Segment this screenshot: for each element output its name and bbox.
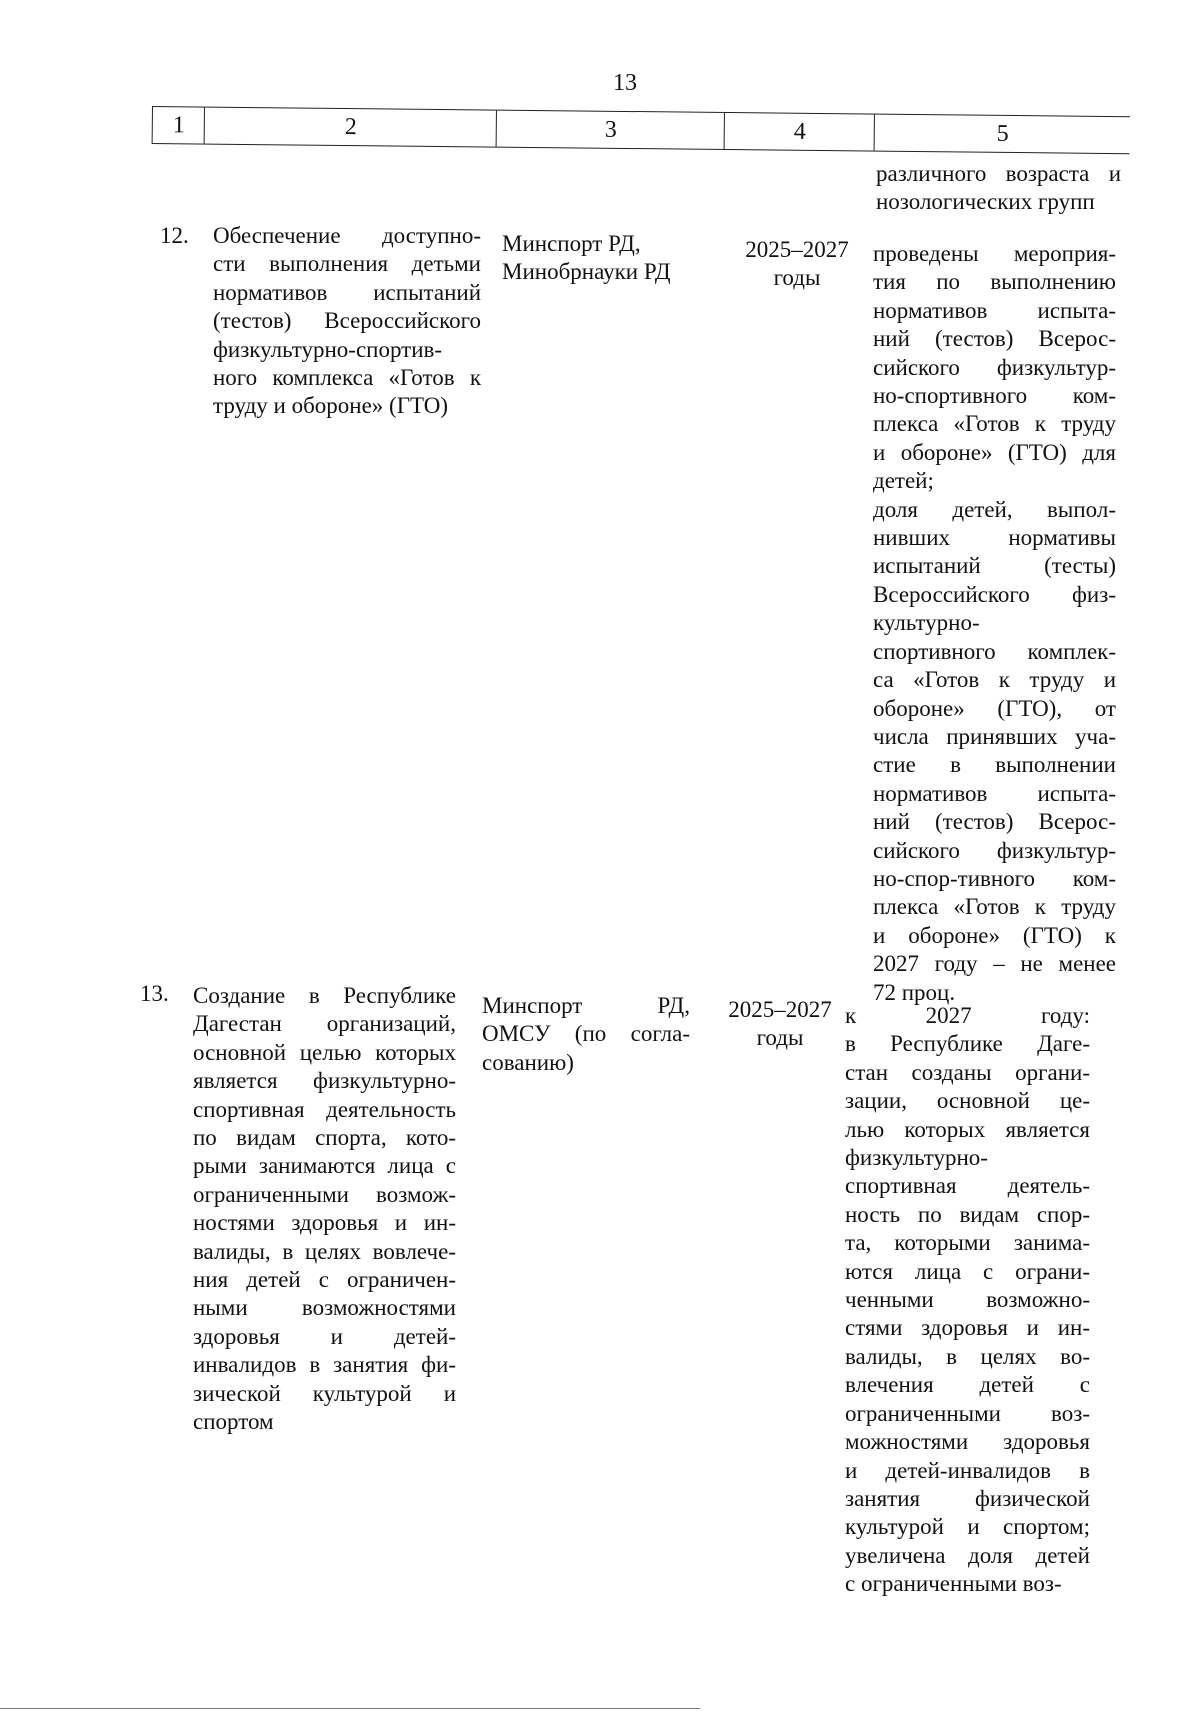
- row-13-measure: [193, 982, 456, 1437]
- text-line: ния детей с ограничен-: [193, 1267, 456, 1293]
- text-line: стан созданы органи-: [845, 1059, 1090, 1085]
- bottom-rule: [0, 1708, 700, 1709]
- text-line: стие в выполнении: [873, 752, 1116, 778]
- row-13-number: 13.: [140, 981, 169, 1006]
- text-line: ность по видам спор-: [845, 1201, 1090, 1227]
- text-line: Минспорт РД,: [482, 993, 690, 1018]
- text-line: нозологических групп: [876, 189, 1095, 215]
- table-header: [152, 106, 1130, 154]
- text-line: (тестов) Всероссийского: [213, 308, 481, 334]
- text-line: 2025–2027: [745, 237, 849, 262]
- text-line: та, которыми занима-: [845, 1230, 1090, 1256]
- row-12-result: [873, 240, 1116, 1007]
- row-12-measure: [213, 222, 481, 421]
- text-line: ОМСУ (по согла-: [482, 1021, 690, 1047]
- text-line: ного комплекса «Готов к: [213, 365, 481, 391]
- text-line: но-спортивного ком-: [873, 383, 1116, 409]
- column-header-4: 4: [724, 113, 875, 151]
- text-line: 72 проц.: [873, 979, 956, 1005]
- text-line: труду и обороне» (ГТО): [213, 393, 449, 419]
- carry-over-text: [876, 160, 1121, 217]
- text-line: спортивного комплек-: [873, 638, 1116, 664]
- column-header-3: 3: [496, 111, 725, 149]
- text-line: по видам спорта, кото-: [193, 1125, 456, 1151]
- text-line: Обеспечение доступно-: [213, 223, 481, 248]
- text-line: рыми занимаются лица с: [193, 1153, 456, 1179]
- text-line: валиды, в целях вовлече-: [193, 1238, 456, 1264]
- text-line: детей;: [873, 468, 934, 494]
- text-line: ются лица с ограни-: [845, 1258, 1090, 1284]
- text-line: здоровья и детей-: [193, 1323, 456, 1349]
- text-line: испытаний (тесты): [873, 553, 1116, 579]
- text-line: зической культурой и: [193, 1380, 456, 1406]
- text-line: и обороне» (ГТО) для: [873, 439, 1116, 465]
- text-line: са «Готов к труду и: [873, 667, 1116, 693]
- row-12-period: [732, 236, 862, 293]
- row-13-period: [715, 996, 845, 1053]
- text-line: 2027 году – не менее: [873, 951, 1116, 977]
- text-line: сованию): [482, 1049, 574, 1075]
- text-line: годы: [756, 1025, 804, 1051]
- text-line: ными возможностями: [193, 1295, 456, 1321]
- page-number: 13: [613, 70, 637, 96]
- text-line: культурой и спортом;: [845, 1514, 1090, 1540]
- text-line: ченными возможно-: [845, 1287, 1090, 1313]
- text-line: нормативов испыта-: [873, 780, 1116, 806]
- text-line: числа принявших уча-: [873, 723, 1116, 749]
- text-line: спортивная деятельность: [193, 1096, 456, 1122]
- text-line: инвалидов в занятия фи-: [193, 1352, 456, 1378]
- text-line: физкультурно-спортив-: [213, 336, 443, 362]
- text-line: Минспорт РД,: [502, 231, 641, 256]
- text-line: сийского физкультур-: [873, 837, 1116, 863]
- text-line: является физкультурно-: [193, 1068, 456, 1094]
- row-12-responsible: [502, 230, 702, 287]
- text-line: валиды, в целях во-: [845, 1343, 1090, 1369]
- text-line: ний (тестов) Всерос-: [873, 326, 1116, 352]
- text-line: ограниченными возмож-: [193, 1181, 456, 1207]
- text-line: можностями здоровья: [845, 1429, 1090, 1455]
- text-line: культурно-: [873, 610, 980, 636]
- text-line: стями здоровья и ин-: [845, 1315, 1090, 1341]
- row-12-number: 12.: [160, 223, 189, 248]
- text-line: спортом: [193, 1409, 274, 1435]
- text-line: и детей-инвалидов в: [845, 1457, 1090, 1483]
- text-line: и обороне» (ГТО) к: [873, 922, 1116, 948]
- text-line: сийского физкультур-: [873, 354, 1116, 380]
- column-header-1: 1: [152, 107, 205, 144]
- text-line: с ограниченными воз-: [845, 1571, 1062, 1597]
- text-line: годы: [773, 265, 821, 291]
- text-line: проведены мероприя-: [873, 241, 1116, 266]
- row-13-result: [845, 1002, 1090, 1599]
- text-line: ностями здоровья и ин-: [193, 1210, 456, 1236]
- text-line: обороне» (ГТО), от: [873, 695, 1116, 721]
- text-line: Всероссийского физ-: [873, 581, 1116, 607]
- text-line: нивших нормативы: [873, 525, 1116, 551]
- text-line: нормативов испытаний: [213, 279, 481, 305]
- text-line: Создание в Республике: [193, 983, 456, 1008]
- text-line: 2025–2027: [728, 997, 832, 1022]
- text-line: доля детей, выпол-: [873, 496, 1116, 522]
- text-line: ний (тестов) Всерос-: [873, 809, 1116, 835]
- text-line: сти выполнения детьми: [213, 251, 481, 277]
- text-line: влечения детей с: [845, 1372, 1090, 1398]
- text-line: плекса «Готов к труду: [873, 411, 1116, 437]
- text-line: в Республике Даге-: [845, 1031, 1090, 1057]
- text-line: плекса «Готов к труду: [873, 894, 1116, 920]
- text-line: к 2027 году:: [845, 1003, 1090, 1028]
- text-line: Минобрнауки РД: [502, 259, 671, 285]
- text-line: основной целью которых: [193, 1039, 456, 1065]
- text-line: Дагестан организаций,: [193, 1011, 456, 1037]
- text-line: нормативов испыта-: [873, 297, 1116, 323]
- text-line: физкультурно-: [845, 1145, 988, 1171]
- text-line: занятия физической: [845, 1485, 1090, 1511]
- text-line: зации, основной це-: [845, 1088, 1090, 1114]
- text-line: спортивная деятель-: [845, 1173, 1090, 1199]
- text-line: лью которых является: [845, 1116, 1090, 1142]
- text-line: но-спор-тивного ком-: [873, 865, 1116, 891]
- text-line: ограниченными воз-: [845, 1400, 1090, 1426]
- text-line: тия по выполнению: [873, 269, 1116, 295]
- column-header-5: 5: [874, 115, 1131, 154]
- row-13-responsible: [482, 992, 690, 1077]
- text-line: различного возраста и: [876, 161, 1121, 186]
- text-line: увеличена доля детей: [845, 1542, 1090, 1568]
- column-header-2: 2: [204, 108, 497, 147]
